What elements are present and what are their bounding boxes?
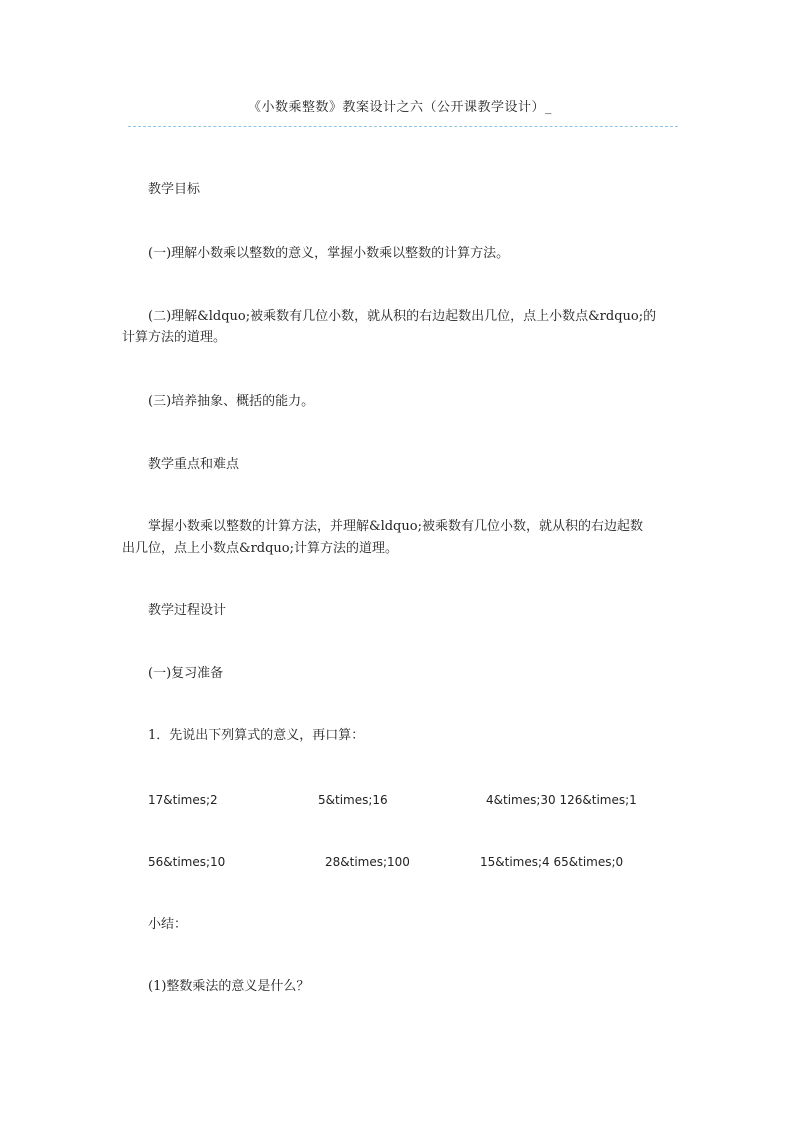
calc-row-2-item-3: 15&times;4 65&times;0 (480, 855, 624, 869)
calc-row-2-item-1: 56&times;10 (148, 855, 226, 869)
calc-row-1-item-3: 4&times;30 126&times;1 (486, 793, 637, 807)
heading-process-design: 教学过程设计 (148, 603, 227, 618)
question-1: (1)整数乘法的意义是什么？ (148, 979, 310, 994)
heading-key-points: 教学重点和难点 (148, 457, 240, 472)
calc-row-1-item-2: 5&times;16 (318, 793, 388, 807)
goal-2-line-1: (二)理解&ldquo;被乘数有几位小数，就从积的右边起数出几位，点上小数点&rdquo;的 (148, 309, 657, 324)
calc-row-2-item-2: 28&times;100 (325, 855, 410, 869)
key-points-line-1: 掌握小数乘以整数的计算方法，并理解&ldquo;被乘数有几位小数，就从积的右边起数 (148, 519, 643, 534)
title-divider (128, 126, 678, 127)
calc-row-1-item-1: 17&times;2 (148, 793, 218, 807)
page-title: 《小数乘整数》教案设计之六（公开课教学设计）_ (247, 100, 552, 115)
goal-2-line-2: 计算方法的道理。 (122, 330, 227, 345)
exercise-item-1: 1．先说出下列算式的意义，再口算： (148, 728, 365, 743)
heading-teaching-goals: 教学目标 (148, 182, 201, 197)
goal-1: (一)理解小数乘以整数的意义，掌握小数乘以整数的计算方法。 (148, 246, 510, 261)
goal-3: (三)培养抽象、概括的能力。 (148, 394, 315, 409)
heading-review: (一)复习准备 (148, 666, 224, 681)
key-points-line-2: 出几位，点上小数点&rdquo;计算方法的道理。 (122, 541, 399, 556)
summary-label: 小结： (148, 917, 188, 932)
